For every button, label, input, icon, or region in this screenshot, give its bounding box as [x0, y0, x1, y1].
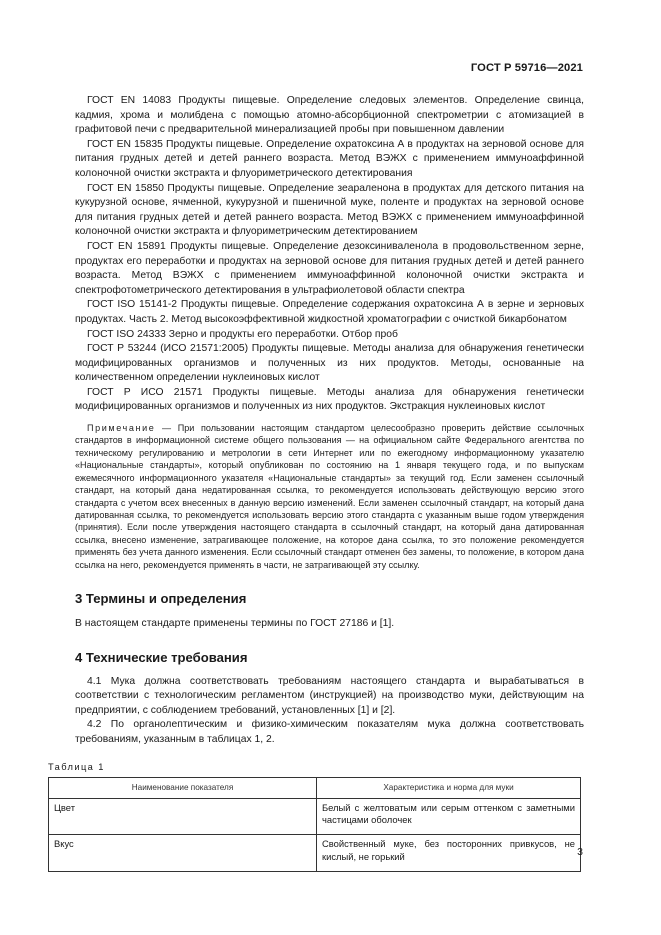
reference-item: ГОСТ ISO 24333 Зерно и продукты его переработки. Отбор проб [87, 328, 398, 340]
section-4-title: 4 Технические требования [75, 649, 248, 665]
table-cell: Белый с желтоватым или серым оттенком с заметными частицами оболочек [317, 798, 581, 835]
document-code-header: ГОСТ Р 59716—2021 [470, 62, 583, 74]
section-3-title: 3 Термины и определения [75, 590, 247, 606]
section-4-paragraph-1: 4.1 Мука должна соответствовать требованиям настоящего стандарта и вырабатываться в соответствии с технологическим регламентом (инструкцией) на производство муки, действующим на предприятии, с соблюдением требований, установленных [1] и [2]. [75, 675, 584, 716]
reference-item: ГОСТ EN 14083 Продукты пищевые. Определение следовых элементов. Определение свинца, кадмия, хрома и молибдена с помощью атомно-абсорбционной спектрометрии с атомизацией в графитовой печи с предварительной минерализацией пробы при повышенном давлении [75, 95, 584, 136]
table-header-cell: Характеристика и норма для муки [317, 777, 581, 798]
reference-item: ГОСТ ISO 15141-2 Продукты пищевые. Определение содержания охратоксина А в зерне и зерновых продуктах. Часть 2. Метод высокоэффективной жидкостной хроматографии с очисткой бикарбонатом [75, 299, 584, 325]
reference-item: ГОСТ EN 15835 Продукты пищевые. Определение охратоксина А в продуктах на зерновой основе для питания грудных детей и детей раннего возраста. Метод ВЭЖХ с применением иммуноаффинной колоночной очистки экстракта и флуориметрического детектирования [75, 138, 584, 179]
reference-item: ГОСТ EN 15891 Продукты пищевые. Определение дезоксиниваленола в продовольственном зерне, продуктах его переработки и продуктах на зерновой основе для питания грудных детей и детей раннего возраста. Метод ВЭЖХ с применением иммуноаффинной колоночной очистки экстракта и спектрофотометрического детектирования в ультрафиолетовой области спектра [75, 240, 584, 296]
reference-item: ГОСТ Р ИСО 21571 Продукты пищевые. Методы анализа для обнаружения генетически модифицированных организмов и полученных из них продуктов. Экстракция нуклеиновых кислот [75, 386, 584, 413]
page-content [48, 94, 584, 872]
section-3-text: В настоящем стандарте применены термины по ГОСТ 27186 и [1]. [75, 617, 395, 629]
table-1 [48, 777, 581, 873]
reference-item: ГОСТ EN 15850 Продукты пищевые. Определение зеараленона в продуктах для детского питания на кукурузной основе, ячменной, кукурузной и пшеничной муке, поленте и продуктах на зерновой основе для питания грудных детей и детей раннего возраста. Метод ВЭЖХ с применением иммуноаффинной колоночной очистки экстракта и флуориметрическим детектированием [75, 182, 584, 238]
table-header-cell: Наименование показателя [49, 777, 317, 798]
table-cell: Свойственный муке, без посторонних привкусов, не кислый, не горький [317, 835, 581, 872]
table-cell: Вкус [49, 835, 317, 872]
normative-references-list [75, 94, 584, 415]
table-cell: Цвет [49, 798, 317, 835]
table-row [49, 798, 581, 835]
note-dash: — [155, 423, 178, 434]
table-1-caption: Таблица 1 [48, 761, 105, 772]
table-row [49, 835, 581, 872]
note-label: Примечание [87, 423, 156, 434]
page-number: 3 [577, 846, 583, 858]
references-note [75, 422, 584, 571]
table-header-row [49, 777, 581, 798]
reference-item: ГОСТ Р 53244 (ИСО 21571:2005) Продукты пищевые. Методы анализа для обнаружения генетически модифицированных организмов и полученных из них продуктов. Методы, основанные на количественном определении нуклеиновых кислот [75, 343, 584, 384]
section-4-paragraph-2: 4.2 По органолептическим и физико-химическим показателям мука должна соответствовать требованиям, указанным в таблицах 1, 2. [75, 719, 584, 745]
note-text: При пользовании настоящим стандартом целесообразно проверить действие ссылочных стандартов в информационной системе общего пользования — на официальном сайте Федерального агентства по техническому регулированию и метрологии в сети Интернет или по ежегодному информационному указателю «Национальные стандарты», который опубликован по состоянию на 1 января текущего года, и по выпускам ежемесячного информационного указателя «Национальные стандарты» за текущий год. Если заменен ссылочный стандарт, на который дана недатированная ссылка, то рекомендуется использовать действующую версию этого стандарта с учетом всех внесенных в данную версию изменений. Если заменен ссылочный стандарт, на который дана датированная ссылка, то рекомендуется использовать версию этого стандарта с указанным выше годом утверждения (принятия). Если после утверждения настоящего стандарта в ссылочный стандарт, на который дана датированная ссылка, внесено изменение, затрагивающее положение, на которое дана ссылка, то это положение рекомендуется применять без учета данного изменения. Если ссылочный стандарт отменен без замены, то положение, в котором дана ссылка на него, рекомендуется применять в части, не затрагивающей эту ссылку. [75, 423, 584, 570]
